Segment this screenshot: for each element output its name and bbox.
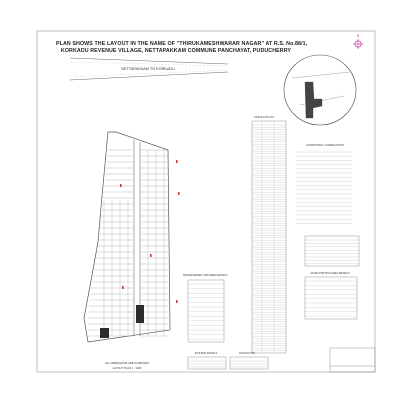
title-box <box>330 348 375 372</box>
plan-title-line2: KORKADU REVENUE VILLAGE, NETTAPAKKAM COMMUNE PANCHAYAT, PUDUCHERRY <box>60 48 292 55</box>
survey-marker <box>176 300 178 303</box>
sold-plots-title: SOLD PLOTS <box>239 352 255 355</box>
north-label: N <box>356 34 360 38</box>
transformer-title: TRANSFORMER YARD AREA DETAILS <box>182 274 228 277</box>
north-arrow <box>353 34 363 49</box>
conditions-notes <box>296 143 352 223</box>
survey-markers <box>120 160 180 303</box>
road-portion-title: ROAD PORTION AREA DETAILS <box>310 272 350 275</box>
sold-plots-table <box>230 352 268 369</box>
dimensions-note: ALL DIMENSIONS ARE IN METERS <box>105 362 149 365</box>
unsold-plots-title: UNSOLD PLOTS <box>253 116 275 119</box>
key-map <box>284 55 356 125</box>
survey-marker <box>120 184 122 187</box>
scale-note: LAYOUT PLAN 1 : 1000 <box>112 367 142 370</box>
transformer-table <box>183 274 228 342</box>
layout-plots <box>84 132 180 342</box>
survey-marker <box>178 192 180 195</box>
main-road <box>70 58 228 80</box>
existing-details-table <box>188 352 226 369</box>
plan-title <box>56 41 308 56</box>
plan-title-line1: PLAN SHOWS THE LAYOUT IN THE NAME OF "THIRUKAMESHWARAR NAGAR" AT R.S. No.88/1, <box>56 41 308 47</box>
conditions-title: CONDITIONS / CONNECTIONS <box>306 144 344 147</box>
road-portion-table <box>305 271 357 319</box>
road-label: NETTAPAKKAM TO KORKADU <box>121 67 175 71</box>
survey-marker <box>176 160 178 163</box>
survey-marker <box>150 254 152 257</box>
unsold-plots-table <box>252 115 286 353</box>
shaded-plot <box>100 328 109 338</box>
shaded-plot <box>136 305 144 323</box>
plot-lines <box>88 150 168 336</box>
site-boundary <box>84 132 170 342</box>
area-statement-table <box>305 236 359 266</box>
existing-details-title: EXISTING DETAILS <box>194 352 218 355</box>
survey-marker <box>122 286 124 289</box>
